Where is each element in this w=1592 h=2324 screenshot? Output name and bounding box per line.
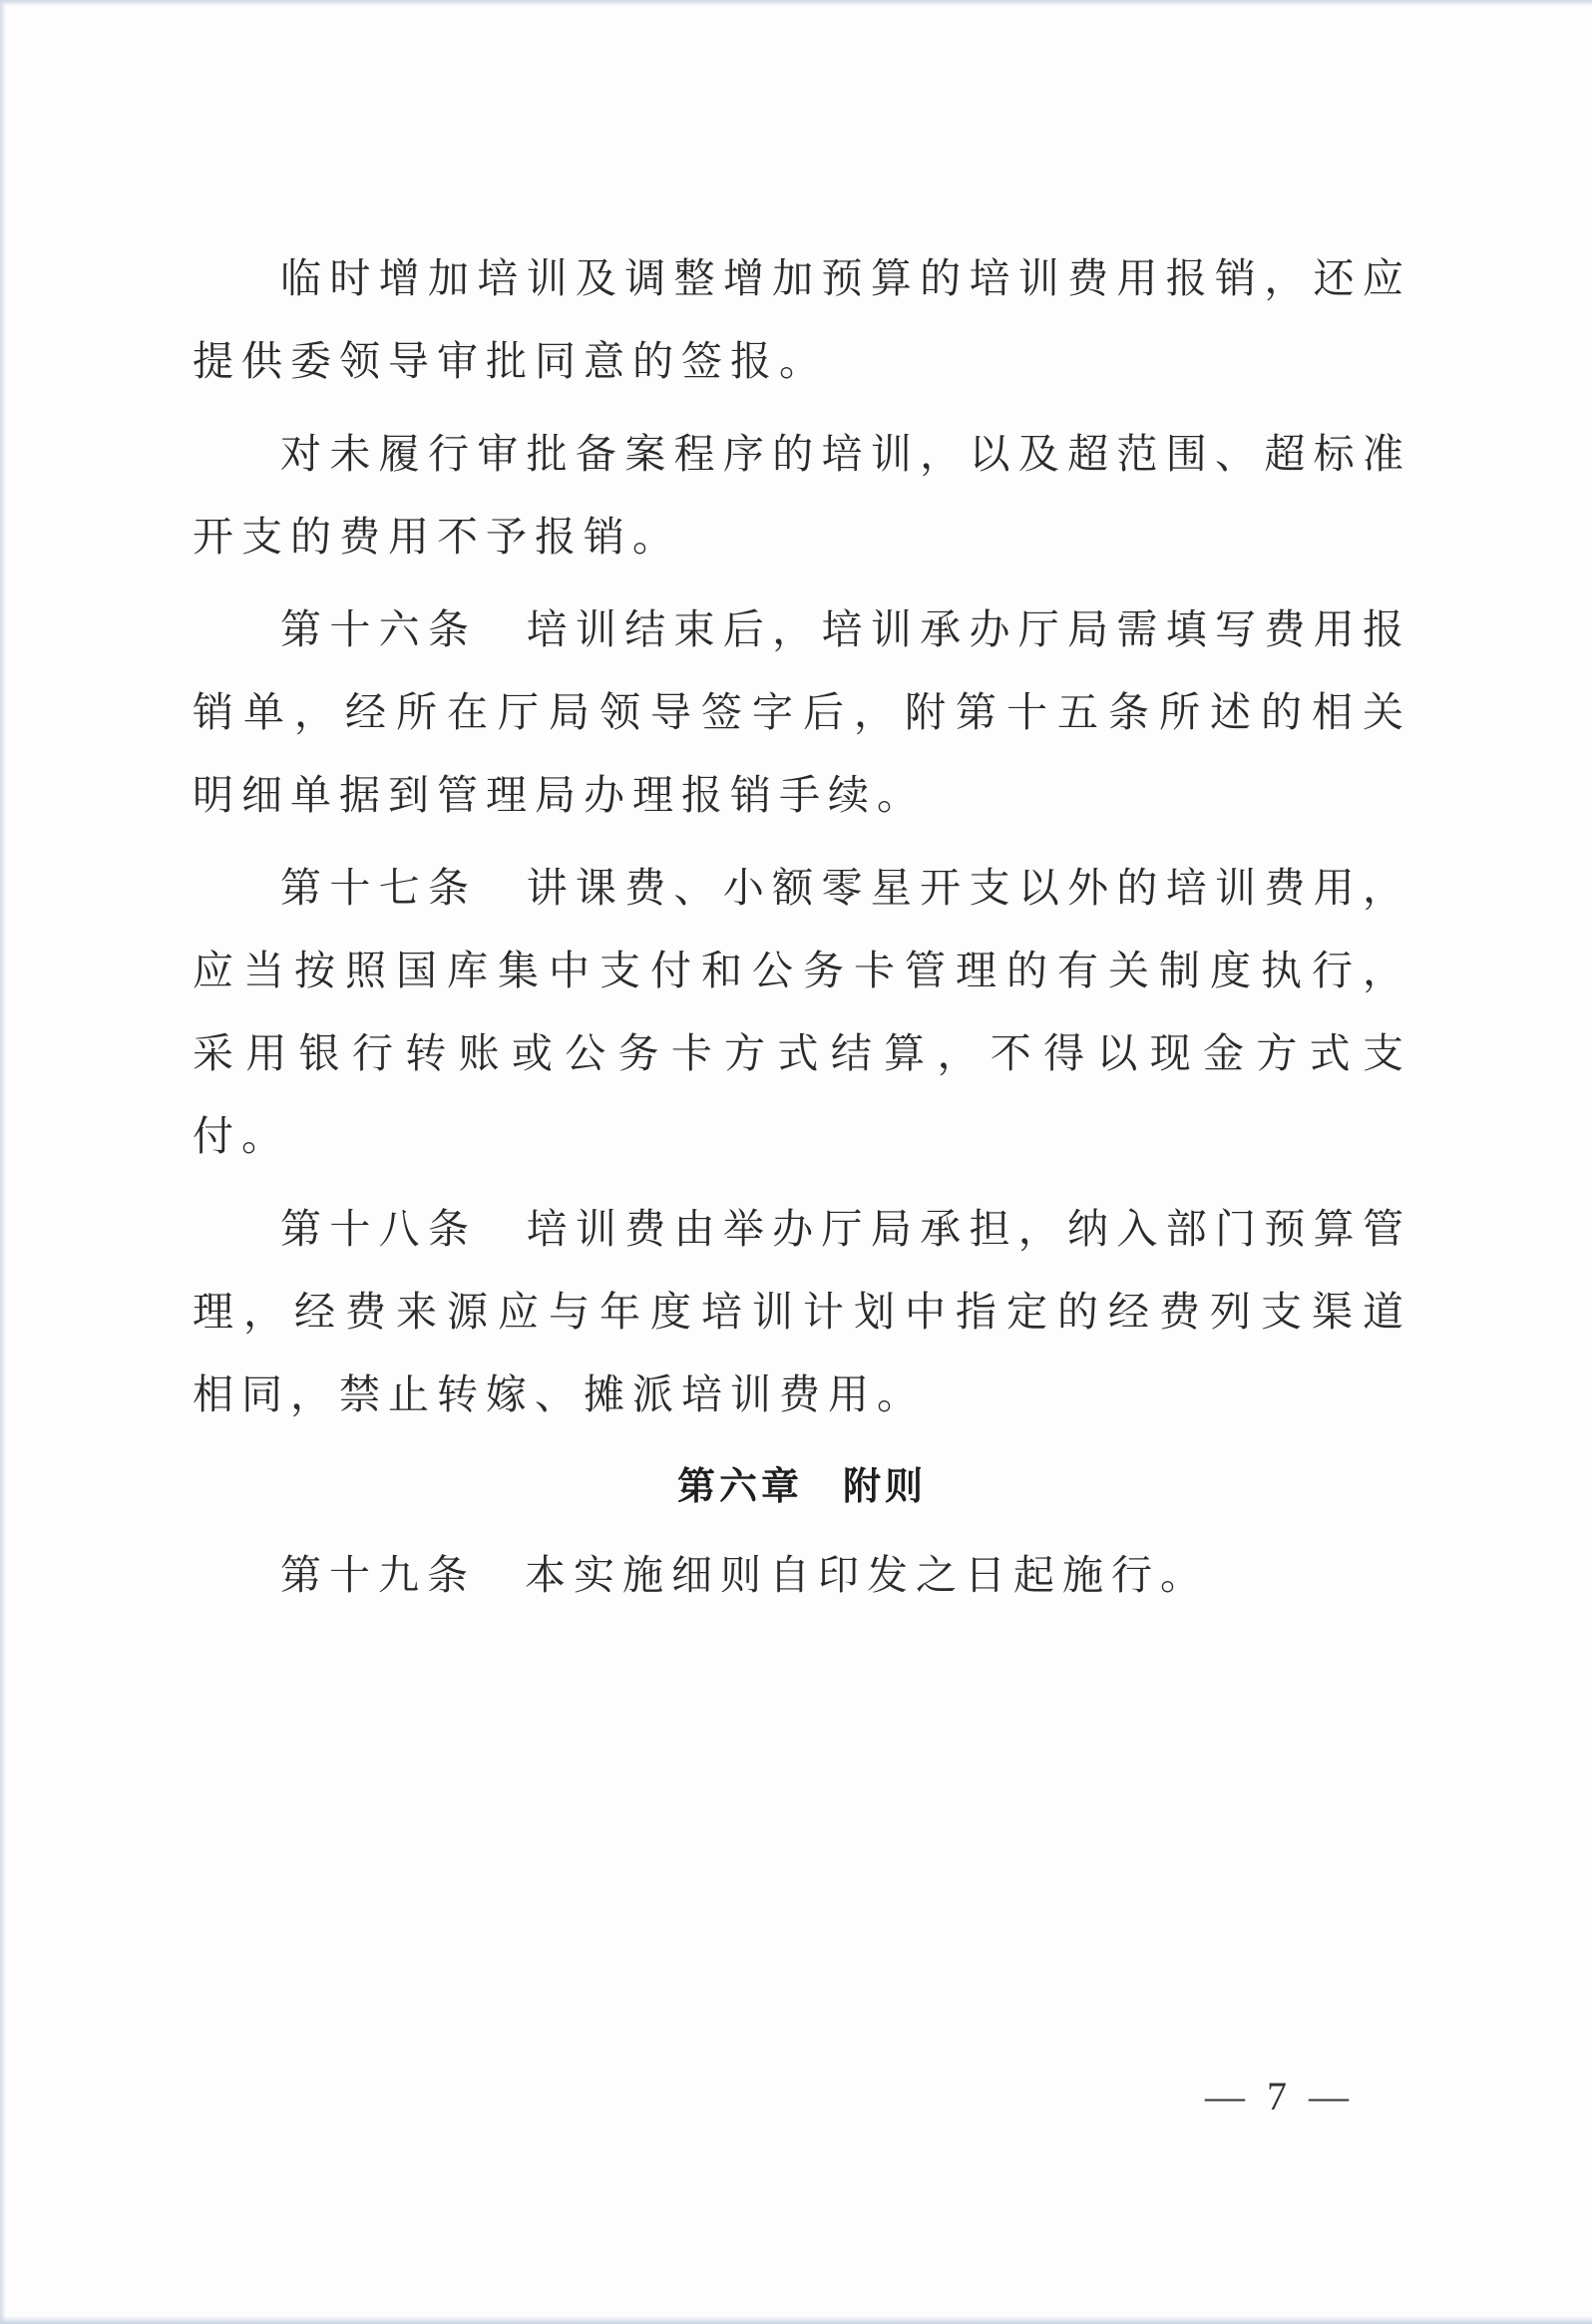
paragraph-unapproved-training: 对未履行审批备案程序的培训，以及超范围、超标准开支的费用不予报销。 xyxy=(193,430,1411,561)
scan-edge-bottom xyxy=(0,2316,1592,2324)
scan-edge-left xyxy=(0,0,6,2324)
body-text xyxy=(193,237,1411,1627)
page-number: — 7 — xyxy=(1205,2074,1355,2119)
paragraph-temporary-training: 临时增加培训及调整增加预算的培训费用报销，还应提供委领导审批同意的签报。 xyxy=(193,254,1411,385)
article-16: 第十六条 培训结束后，培训承办厅局需填写费用报销单，经所在厅局领导签字后，附第十五条所述的相关明细单据到管理局办理报销手续。 xyxy=(193,605,1411,819)
article-19: 第十九条 本实施细则自印发之日起施行。 xyxy=(280,1551,1209,1599)
article-18: 第十八条 培训费由举办厅局承担，纳入部门预算管理，经费来源应与年度培训计划中指定的经费列支渠道相同，禁止转嫁、摊派培训费用。 xyxy=(193,1205,1411,1418)
chapter-heading xyxy=(193,1446,1411,1526)
scan-edge-top xyxy=(0,0,1592,6)
chapter-title: 附则 xyxy=(843,1464,928,1508)
article-17: 第十七条 讲课费、小额零星开支以外的培训费用，应当按照国库集中支付和公务卡管理的有关制度执行，采用银行转账或公务卡方式结算，不得以现金方式支付。 xyxy=(193,864,1411,1160)
chapter-number: 第六章 xyxy=(676,1464,803,1508)
